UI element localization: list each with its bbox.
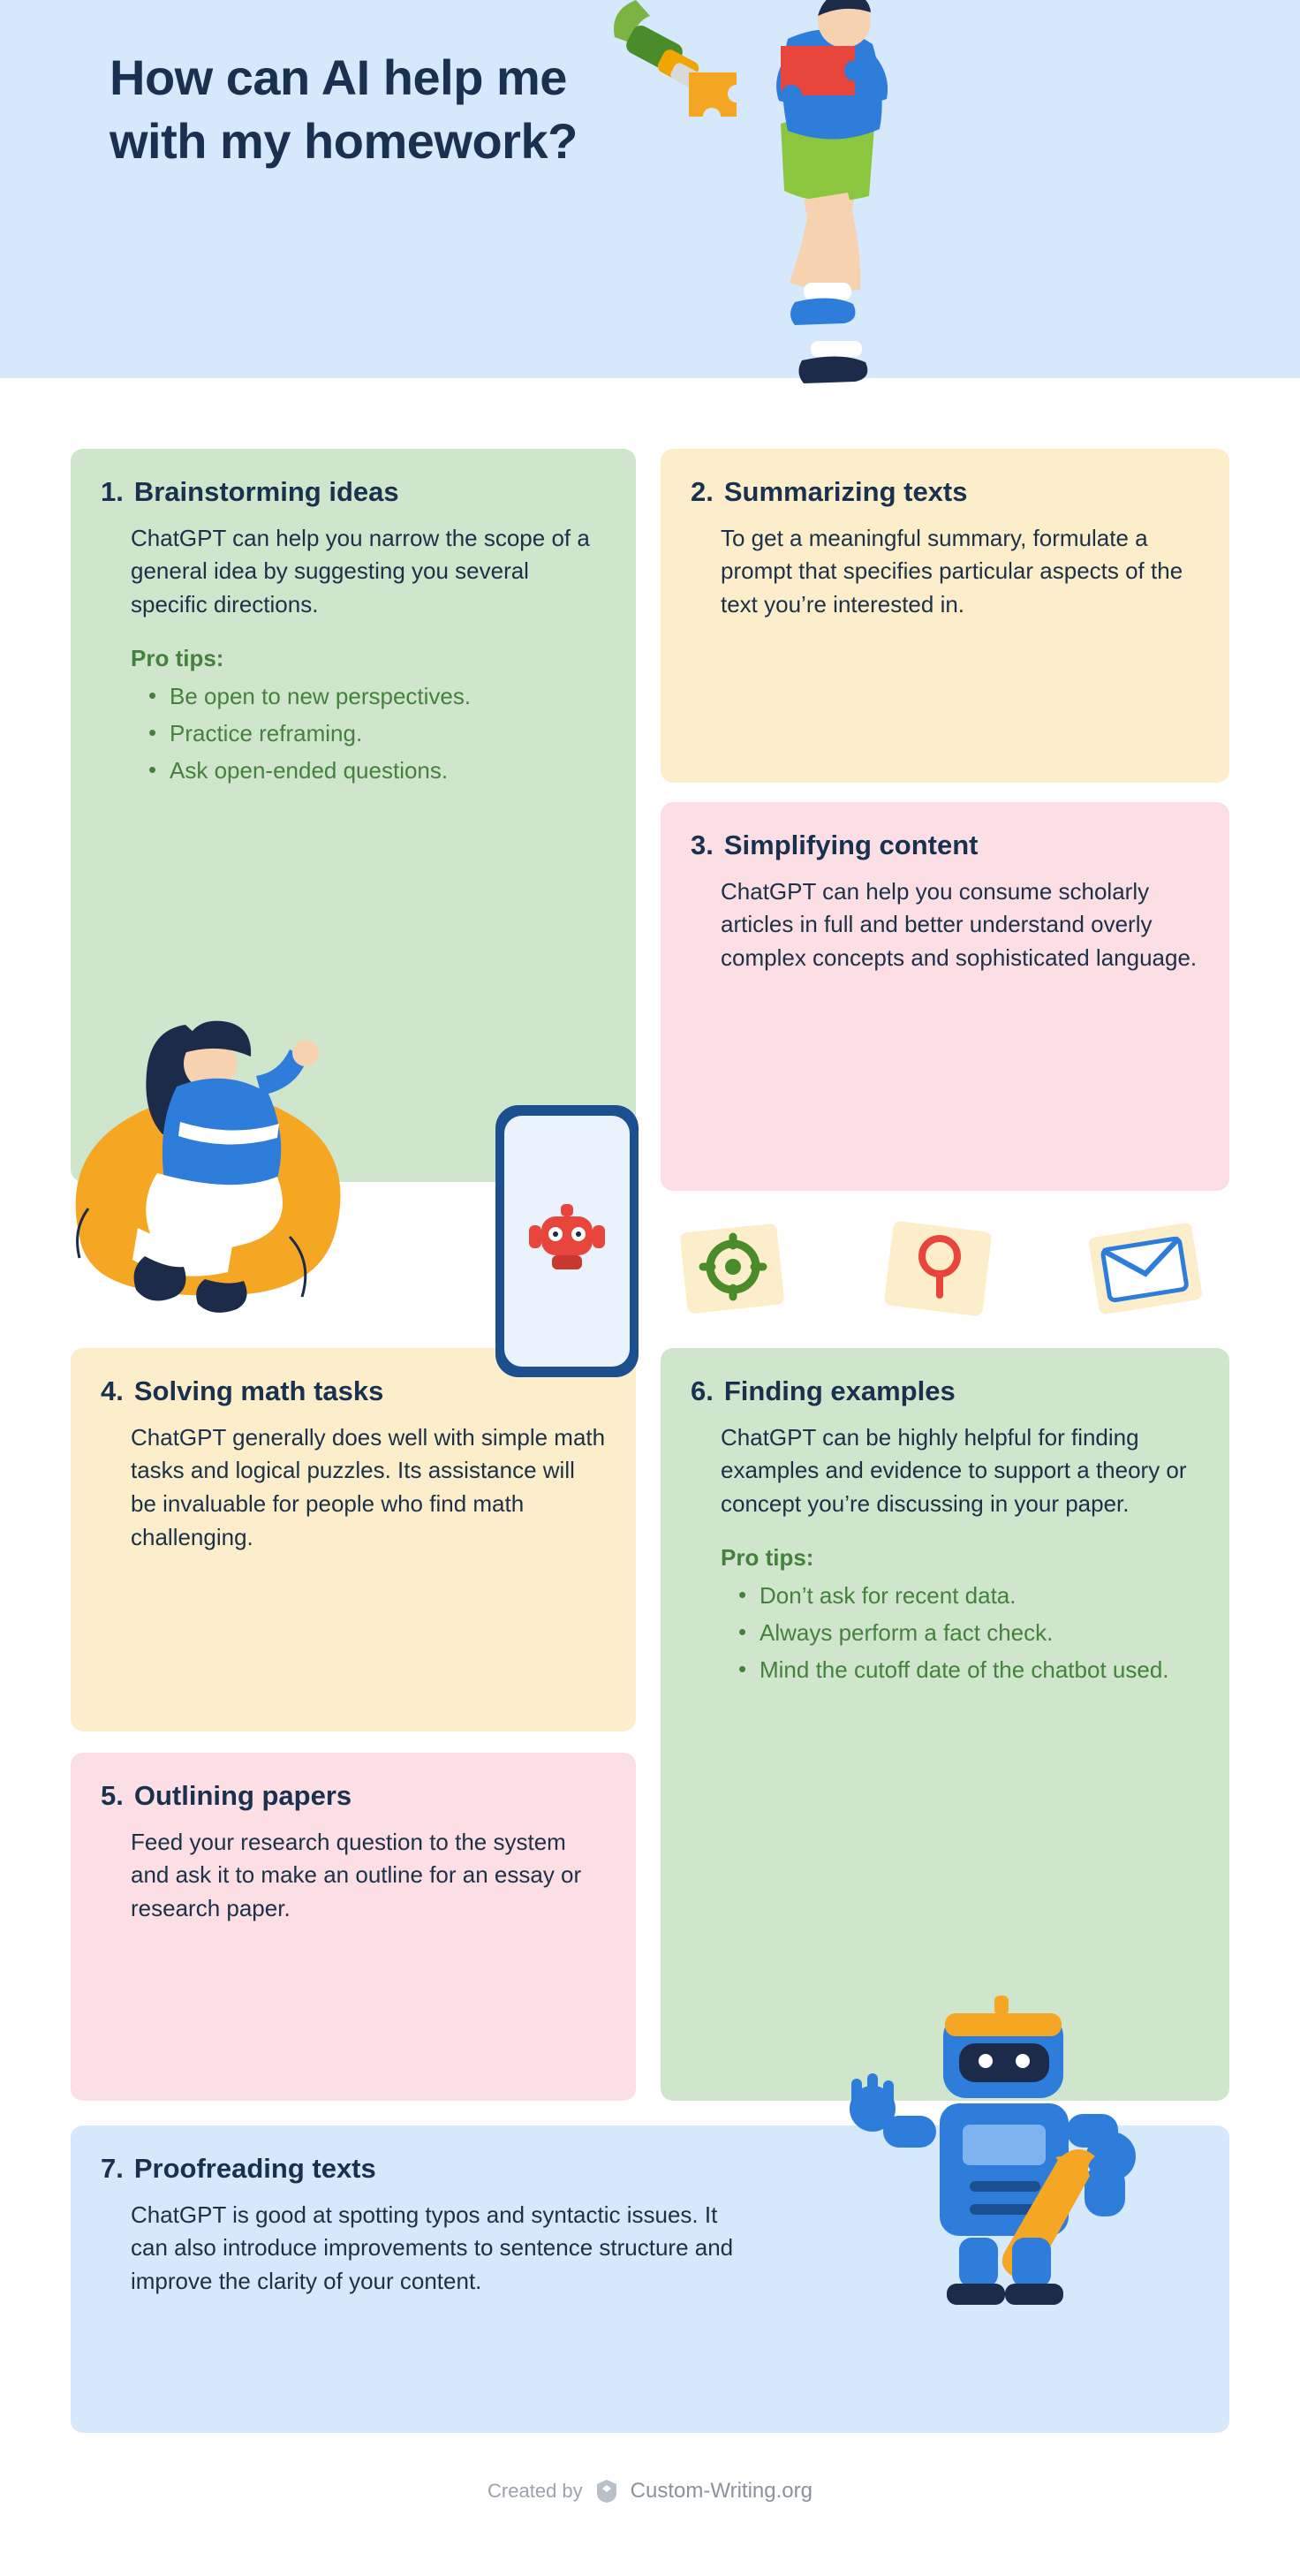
- card-1-protips-label: Pro tips:: [131, 644, 224, 671]
- card-3-body: ChatGPT can help you consume scholarly articles in full and better understand overly complex concepts and sophisticated language.: [721, 877, 1198, 972]
- card-6-heading: [691, 1375, 1199, 1409]
- card-4-number: 4.: [101, 1375, 124, 1406]
- card-simplifying-content: [661, 802, 1229, 1191]
- card-6-protips: [691, 1544, 1199, 1686]
- girl-on-beanbag-illustration: [53, 972, 424, 1369]
- card-1-protips: [101, 645, 606, 786]
- card-6-body: ChatGPT can be highly helpful for finding examples and evidence to support a theory or concept you’re discussing in your paper.: [721, 1423, 1187, 1518]
- card-3-number: 3.: [691, 830, 714, 860]
- footer: [0, 2438, 1300, 2544]
- card-3-title: Simplifying content: [723, 830, 979, 860]
- robot-with-wrench-illustration: [830, 1992, 1183, 2345]
- card-6-protip-item: • Always perform a fact check.: [737, 1618, 1199, 1648]
- card-2-body: To get a meaningful summary, formulate a prompt that specifies particular aspects of the text you’re interested in.: [721, 524, 1183, 618]
- card-1-title: Brainstorming ideas: [133, 476, 399, 507]
- card-2-number: 2.: [691, 476, 714, 507]
- card-1-protip-item: • Ask open-ended questions.: [147, 755, 606, 785]
- card-solving-math-tasks: [71, 1348, 636, 1731]
- brand-name[interactable]: Custom-Writing.org: [630, 2479, 812, 2503]
- card-6-title: Finding examples: [723, 1375, 956, 1406]
- person-with-puzzle-illustration: [776, 0, 888, 383]
- logo-icon: [595, 2478, 618, 2504]
- card-6-protip-item: • Mind the cutoff date of the chatbot used.: [737, 1655, 1199, 1685]
- card-6-number: 6.: [691, 1375, 714, 1406]
- card-1-protip-item: • Be open to new perspectives.: [147, 681, 606, 711]
- card-1-number: 1.: [101, 476, 124, 507]
- page-title: How can AI help me with my homework?: [110, 49, 578, 169]
- card-6-protips-label: Pro tips:: [721, 1543, 814, 1571]
- card-7-number: 7.: [101, 2153, 124, 2184]
- card-7-title: Proofreading texts: [133, 2153, 376, 2184]
- card-4-title: Solving math tasks: [133, 1375, 384, 1406]
- header-illustration: [583, 0, 1130, 451]
- search-tag-icon: [884, 1221, 993, 1317]
- phone-chatbot-illustration: [490, 1100, 645, 1383]
- puzzle-piece-orange-icon: [689, 72, 737, 117]
- card-1-protip-item: • Practice reframing.: [147, 718, 606, 748]
- card-6-protip-item: • Don’t ask for recent data.: [737, 1580, 1199, 1610]
- card-2-title: Summarizing texts: [723, 476, 968, 507]
- icon-row-illustration: [678, 1210, 1208, 1343]
- card-1-body: ChatGPT can help you narrow the scope of a general idea by suggesting you several specific directions.: [131, 524, 590, 618]
- card-5-title: Outlining papers: [133, 1780, 352, 1811]
- card-5-heading: [101, 1779, 606, 1814]
- card-4-body: ChatGPT generally does well with simple math tasks and logical puzzles. Its assistance will be invaluable for people who find math challenging.: [131, 1423, 606, 1550]
- gear-note-icon: [679, 1224, 784, 1315]
- card-3-heading: [691, 829, 1199, 863]
- card-5-number: 5.: [101, 1780, 124, 1811]
- waving-hand-icon: [850, 2073, 896, 2132]
- created-by-label: Created by: [488, 2480, 583, 2502]
- card-summarizing-texts: [661, 449, 1229, 783]
- envelope-icon: [1088, 1222, 1203, 1315]
- header-banner: [0, 0, 1300, 378]
- card-outlining-papers: [71, 1753, 636, 2101]
- card-finding-examples: [661, 1348, 1229, 2101]
- card-2-heading: [691, 475, 1199, 510]
- card-7-body: ChatGPT is good at spotting typos and syntactic issues. It can also introduce improvements to sentence structure and improve the clarity of your content.: [131, 2201, 734, 2295]
- card-1-heading: [101, 475, 606, 510]
- card-5-body: Feed your research question to the system and ask it to make an outline for an essay or research paper.: [131, 1828, 582, 1922]
